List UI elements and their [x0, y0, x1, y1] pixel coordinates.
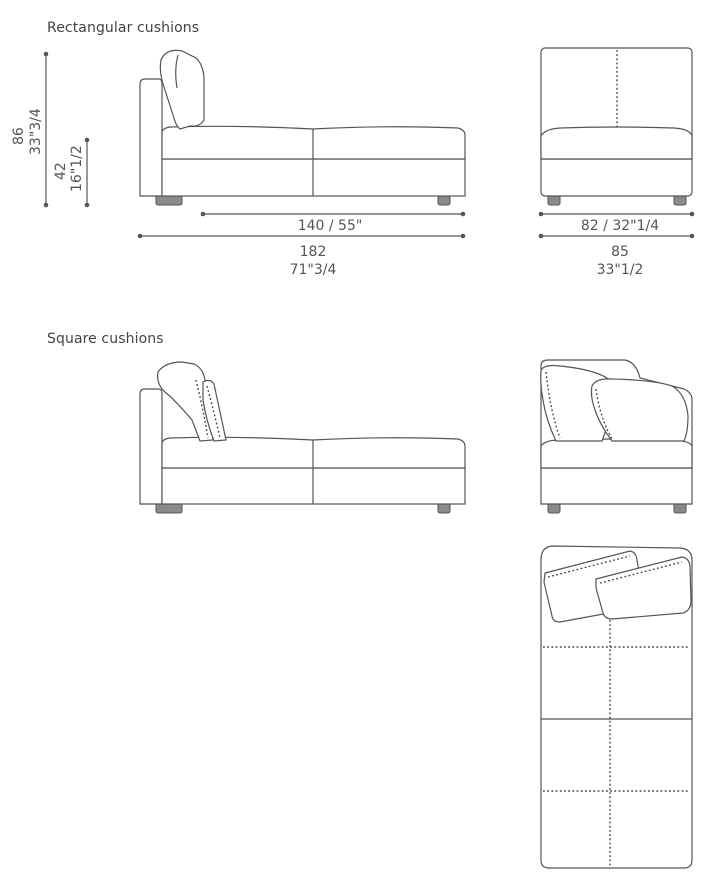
- rectangular-cushions-title: Rectangular cushions: [47, 20, 200, 36]
- total-width-in: 71"3/4: [289, 262, 337, 278]
- seat-depth-label: 82 / 32"1/4: [580, 218, 660, 234]
- side-view-square: [140, 362, 465, 513]
- total-height-cm: 86: [11, 127, 27, 145]
- front-view-square: [541, 360, 692, 513]
- side-view-rectangular: [140, 50, 465, 205]
- total-depth-cm: 85: [611, 244, 629, 260]
- seat-height-in: 16"1/2: [69, 145, 85, 192]
- total-height-in: 33"3/4: [28, 108, 44, 155]
- total-depth-in: 33"1/2: [596, 262, 644, 278]
- seat-height-cm: 42: [53, 162, 69, 180]
- front-view-rectangular: [541, 48, 692, 205]
- square-cushions-title: Square cushions: [47, 331, 164, 347]
- seat-width-label: 140 / 55": [297, 218, 363, 234]
- plan-view: [541, 546, 692, 868]
- total-width-cm: 182: [299, 244, 327, 260]
